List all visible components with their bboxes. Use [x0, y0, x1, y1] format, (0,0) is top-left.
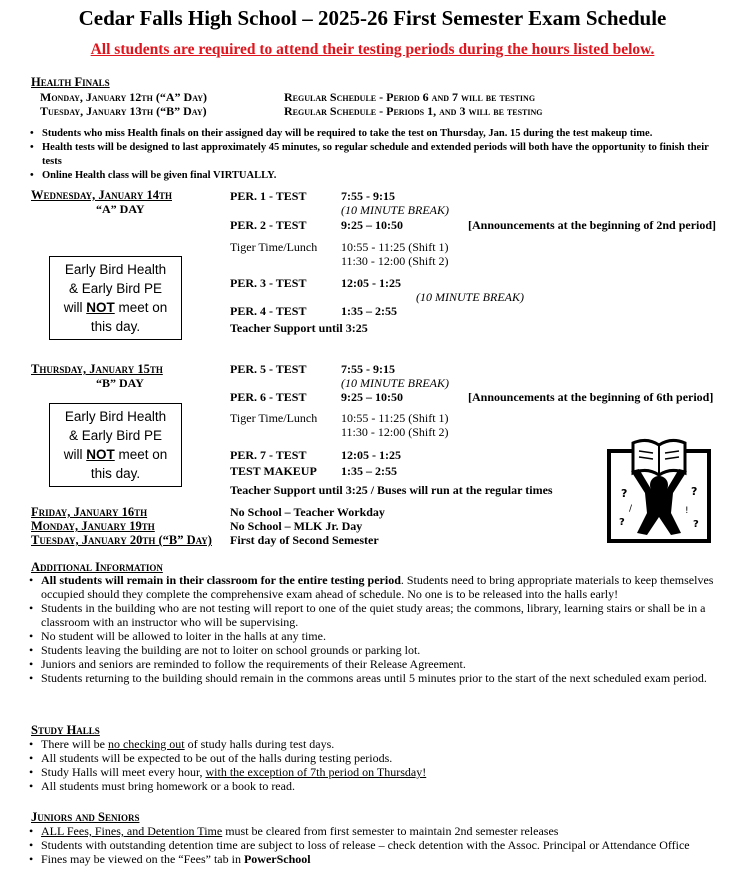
- per7-time: 12:05 - 1:25: [341, 448, 401, 462]
- makeup-label: TEST MAKEUP: [230, 464, 317, 478]
- svg-text:!: !: [685, 506, 689, 516]
- list-item: • Students with outstanding detention time are subject to loss of release – check detention with the Assoc. Principal or Attendance Office: [29, 838, 729, 852]
- per5-break: (10 MINUTE BREAK): [341, 376, 449, 390]
- list-item: • Juniors and seniors are reminded to follow the requirements of their Release Agreement.: [29, 657, 719, 671]
- thu-lunch-label: Tiger Time/Lunch: [230, 411, 318, 425]
- list-item: • Study Halls will meet every hour, with the exception of 7th period on Thursday!: [29, 765, 719, 779]
- wed-lunch-label: Tiger Time/Lunch: [230, 240, 318, 254]
- list-item: • All students will remain in their classroom for the entire testing period. Students need to bring appropriate materials to keep themselves occupied should they complete the comprehensive exam ahead of schedule. No one is to be released into the halls early!: [29, 573, 719, 601]
- per4-time: 1:35 – 2:55: [341, 304, 397, 318]
- health-row-monday-desc: Regular Schedule - Period 6 and 7 will be testing: [284, 90, 536, 104]
- list-item: • Fines may be viewed on the “Fees” tab in PowerSchool: [29, 852, 729, 866]
- list-item: • Health tests will be designed to last approximately 45 minutes, so regular schedule and extended periods will both have the opportunity to finish their tests: [30, 141, 720, 169]
- friday-desc: No School – Teacher Workday: [230, 505, 385, 519]
- per1-break: (10 MINUTE BREAK): [341, 203, 449, 217]
- study-halls-bullets: [29, 737, 719, 793]
- per5-time: 7:55 - 9:15: [341, 362, 395, 376]
- health-finals-heading: Health Finals: [31, 75, 110, 89]
- svg-text:?: ?: [621, 487, 628, 500]
- per4-label: PER. 4 - TEST: [230, 304, 307, 318]
- monday-desc: No School – MLK Jr. Day: [230, 519, 363, 533]
- svg-text:/: /: [629, 504, 633, 514]
- per3-time: 12:05 - 1:25: [341, 276, 401, 290]
- additional-info-bullets: [29, 573, 719, 685]
- wednesday-heading: Wednesday, January 14th: [31, 188, 172, 202]
- list-item: • Online Health class will be given final VIRTUALLY.: [30, 169, 720, 183]
- makeup-time: 1:35 – 2:55: [341, 464, 397, 478]
- thursday-early-bird-box: Early Bird Health & Early Bird PE will NOT meet on this day.: [49, 403, 182, 487]
- per5-label: PER. 5 - TEST: [230, 362, 307, 376]
- thu-teacher-support: Teacher Support until 3:25 / Buses will run at the regular times: [230, 483, 553, 497]
- per3-label: PER. 3 - TEST: [230, 276, 307, 290]
- svg-text:?: ?: [693, 519, 699, 530]
- list-item: • All students will be expected to be out of the halls during testing periods.: [29, 751, 719, 765]
- health-bullets: [30, 127, 720, 183]
- page-title: Cedar Falls High School – 2025-26 First Semester Exam Schedule: [78, 6, 667, 30]
- per2-label: PER. 2 - TEST: [230, 218, 307, 232]
- list-item: • Students in the building who are not testing will report to one of the quiet study areas; the commons, library, learning stairs or shall be in a classroom with an instructor who will be supervising.: [29, 601, 719, 629]
- study-halls-heading: Study Halls: [31, 723, 100, 737]
- list-item: • No student will be allowed to loiter in the halls at any time.: [29, 629, 719, 643]
- list-item: • Students leaving the building are not to loiter on school grounds or parking lot.: [29, 643, 719, 657]
- per2-time: 9:25 – 10:50: [341, 218, 403, 232]
- wed-lunch-shift2: 11:30 - 12:00 (Shift 2): [341, 254, 449, 268]
- tuesday-desc: First day of Second Semester: [230, 533, 379, 547]
- thursday-heading: Thursday, January 15th: [31, 362, 163, 376]
- list-item: • Students returning to the building should remain in the commons areas until 5 minutes prior to the start of the next scheduled exam period.: [29, 671, 719, 685]
- svg-text:?: ?: [691, 485, 698, 498]
- friday-day: Friday, January 16th: [31, 505, 148, 519]
- per2-note: [Announcements at the beginning of 2nd period]: [468, 218, 717, 232]
- list-item: • Students who miss Health finals on their assigned day will be required to take the test on Thursday, Jan. 15 during the test makeup time.: [30, 127, 720, 141]
- per1-time: 7:55 - 9:15: [341, 189, 395, 203]
- wednesday-early-bird-box: Early Bird Health & Early Bird PE will NOT meet on this day.: [49, 256, 182, 340]
- health-row-tuesday-desc: Regular Schedule - Periods 1, and 3 will be testing: [284, 104, 543, 118]
- health-row-tuesday-day: Tuesday, January 13th (“B” Day): [40, 104, 207, 118]
- thursday-day-type: “B” DAY: [96, 376, 144, 390]
- juniors-seniors-heading: Juniors and Seniors: [31, 810, 140, 824]
- thu-lunch-shift1: 10:55 - 11:25 (Shift 1): [341, 411, 449, 425]
- wednesday-day-type: “A” DAY: [96, 202, 145, 216]
- per3-break: (10 MINUTE BREAK): [416, 290, 524, 304]
- svg-text:?: ?: [619, 517, 625, 528]
- juniors-seniors-bullets: [29, 824, 729, 866]
- health-row-monday-day: Monday, January 12th (“A” Day): [40, 90, 208, 104]
- page-subtitle: All students are required to attend their testing periods during the hours listed below.: [90, 41, 655, 58]
- per6-note: [Announcements at the beginning of 6th period]: [468, 390, 714, 404]
- list-item: • All students must bring homework or a book to read.: [29, 779, 719, 793]
- per1-label: PER. 1 - TEST: [230, 189, 307, 203]
- per6-label: PER. 6 - TEST: [230, 390, 307, 404]
- additional-info-heading: Additional Information: [31, 560, 163, 574]
- monday-day: Monday, January 19th: [31, 519, 155, 533]
- per7-label: PER. 7 - TEST: [230, 448, 307, 462]
- per6-time: 9:25 – 10:50: [341, 390, 403, 404]
- wed-teacher-support: Teacher Support until 3:25: [230, 321, 368, 335]
- wed-lunch-shift1: 10:55 - 11:25 (Shift 1): [341, 240, 449, 254]
- tuesday-day: Tuesday, January 20th (“B” Day): [31, 533, 212, 547]
- thu-lunch-shift2: 11:30 - 12:00 (Shift 2): [341, 425, 449, 439]
- list-item: • ALL Fees, Fines, and Detention Time must be cleared from first semester to maintain 2nd semester releases: [29, 824, 729, 838]
- student-reading-book-icon: [607, 437, 711, 543]
- list-item: • There will be no checking out of study halls during test days.: [29, 737, 719, 751]
